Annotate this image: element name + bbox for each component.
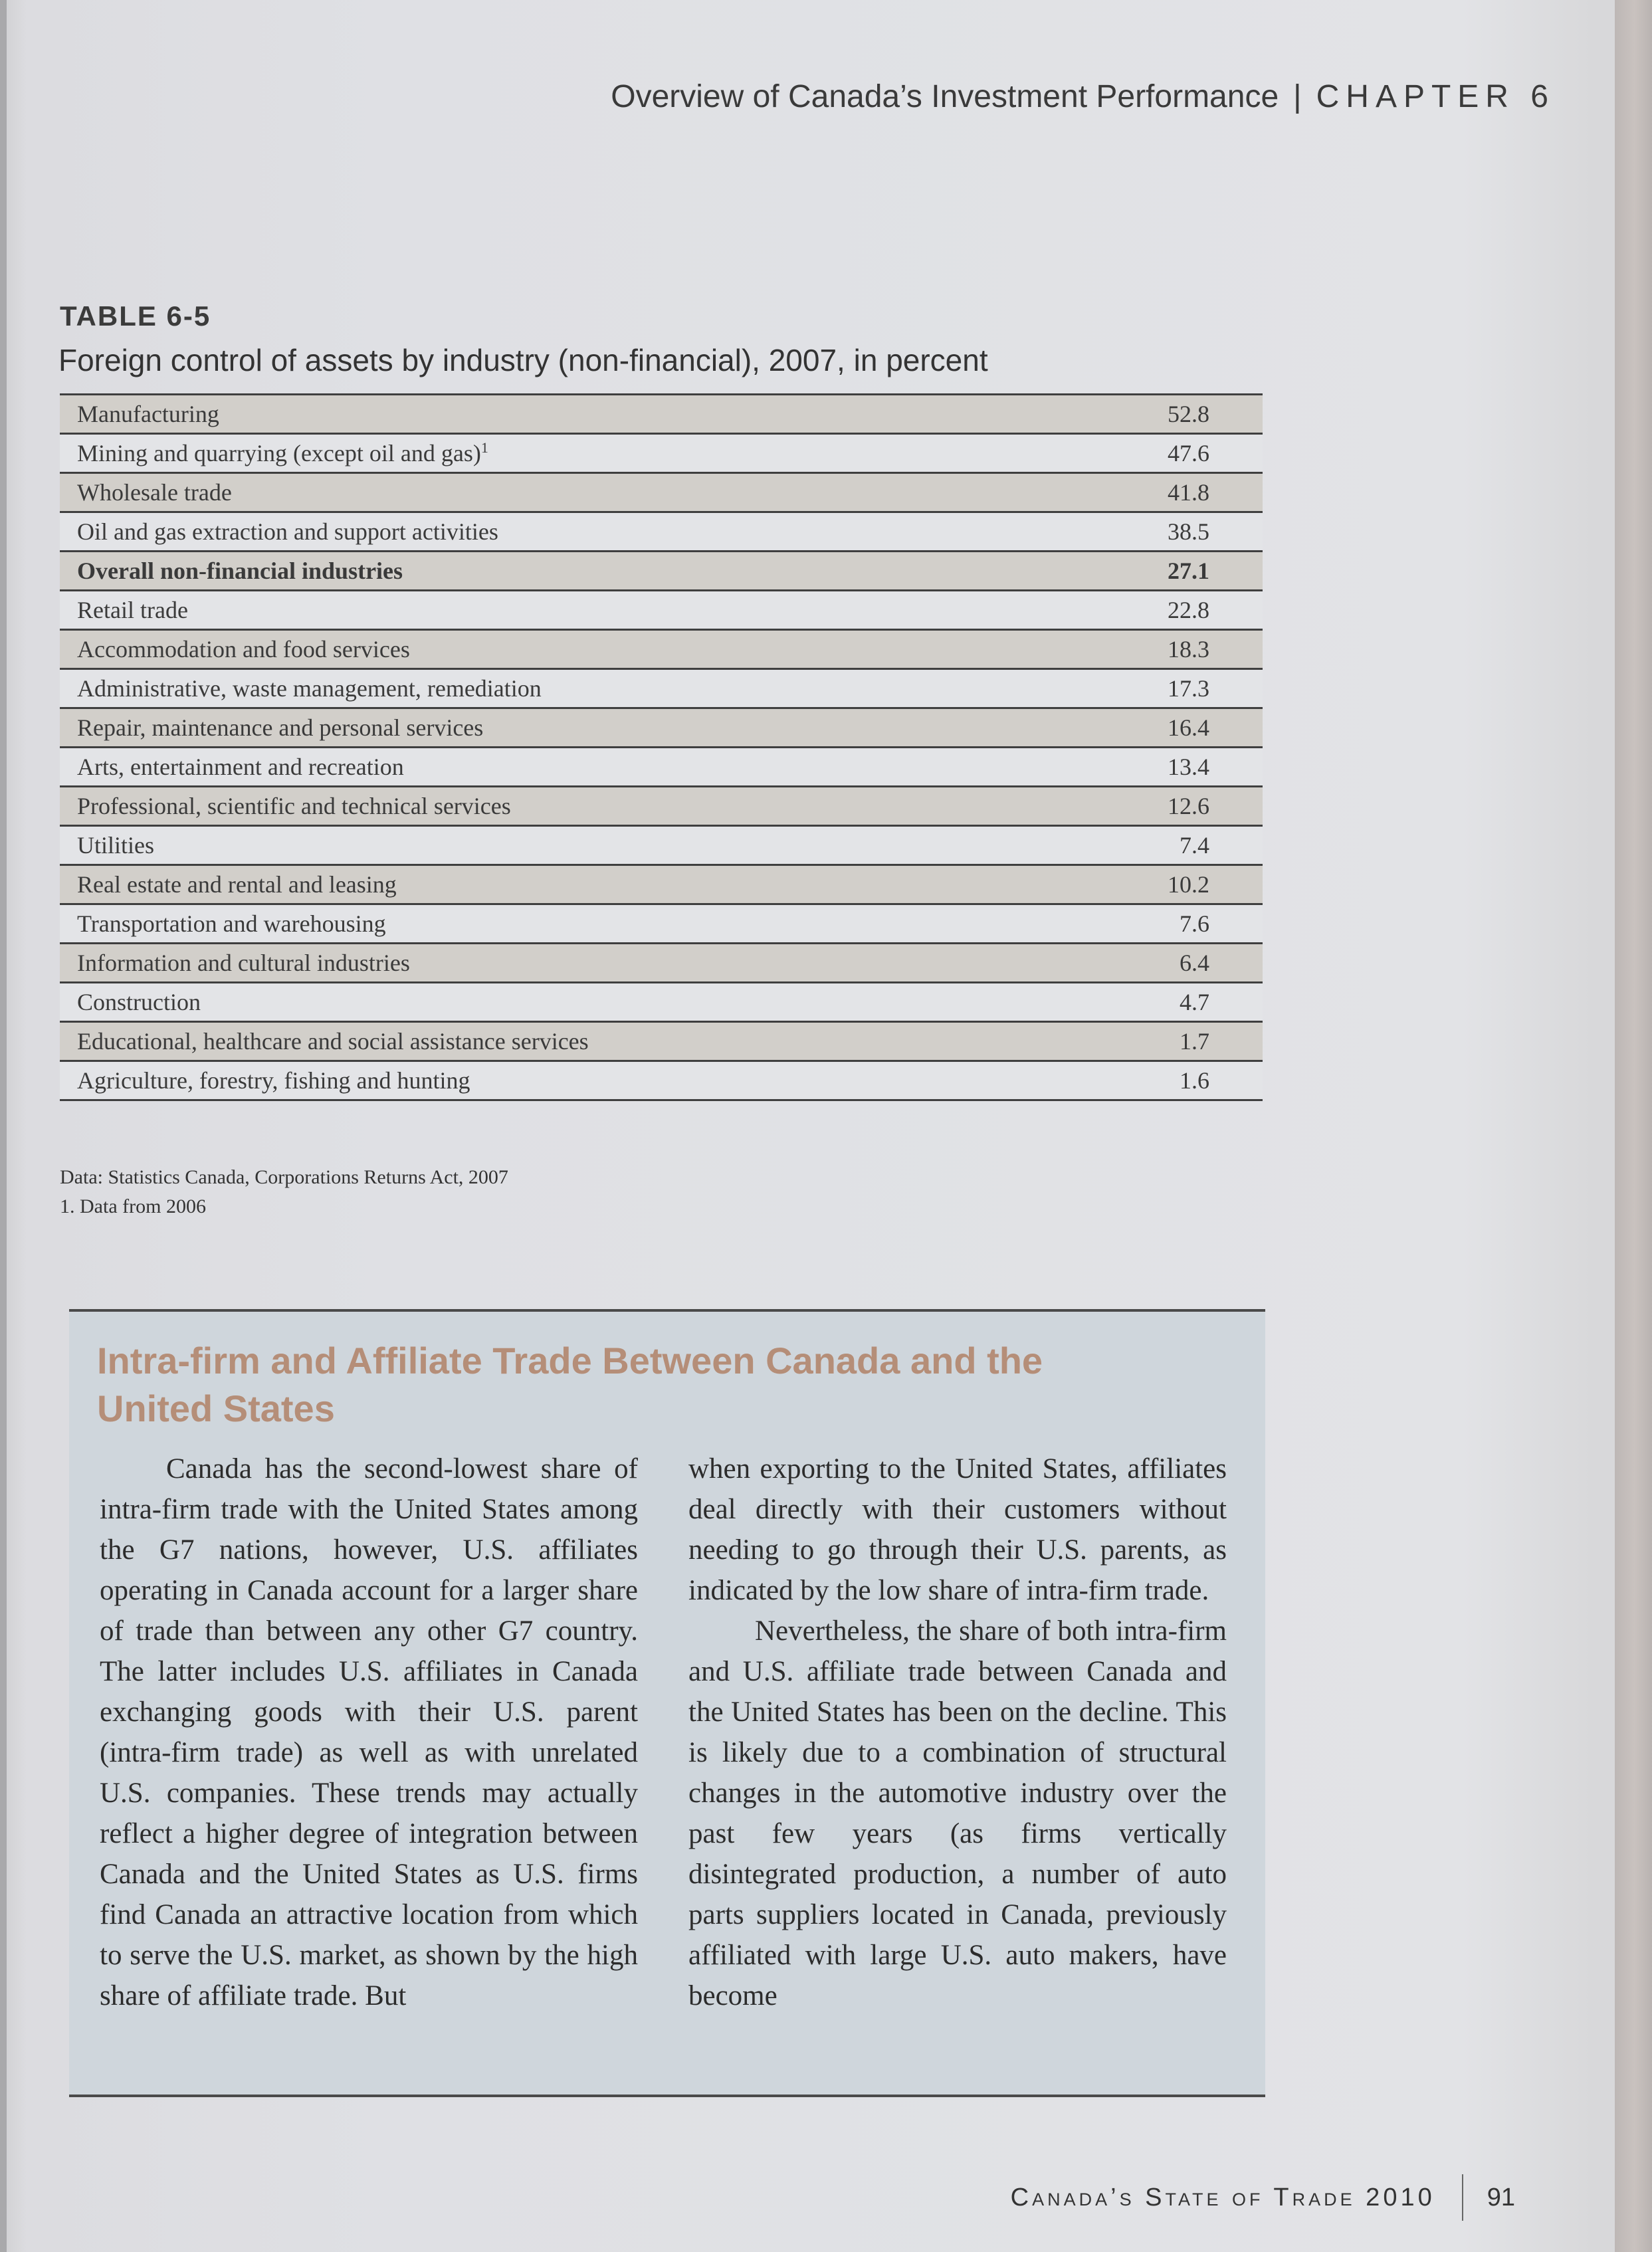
industry-name: Real estate and rental and leasing <box>77 871 397 898</box>
percent-value: 38.5 <box>1168 518 1209 545</box>
table-label: TABLE 6-5 <box>60 300 211 332</box>
industry-name: Retail trade <box>77 597 188 623</box>
percent-value: 27.1 <box>1168 558 1209 584</box>
industry-name: Overall non-financial industries <box>77 558 403 584</box>
book-title: Canada’s State of Trade 2010 <box>1010 2183 1435 2211</box>
percent-value: 18.3 <box>1168 636 1209 663</box>
percent-value: 1.6 <box>1180 1067 1209 1094</box>
box-title <box>97 1337 1094 1433</box>
table-row <box>60 513 1263 552</box>
table-row <box>60 866 1263 905</box>
box-column-right <box>688 1449 1227 2016</box>
industry-name: Oil and gas extraction and support activities <box>77 518 498 545</box>
percent-value: 16.4 <box>1168 714 1209 741</box>
table-row <box>60 944 1263 983</box>
table-row <box>60 474 1263 513</box>
percent-value: 4.7 <box>1180 989 1209 1015</box>
industry-name: Agriculture, forestry, fishing and hunting <box>77 1067 470 1094</box>
table-source: Data: Statistics Canada, Corporations Returns Act, 2007 <box>60 1166 508 1188</box>
page-edge-shadow <box>0 0 7 2252</box>
percent-value: 47.6 <box>1168 440 1209 466</box>
table-row <box>60 983 1263 1023</box>
sidebar-box <box>69 1309 1265 2097</box>
percent-value: 7.4 <box>1180 832 1209 859</box>
table-notes <box>60 1163 508 1221</box>
table-row <box>60 435 1263 474</box>
page-number: 91 <box>1487 2183 1515 2211</box>
chapter-label: CHAPTER 6 <box>1316 79 1555 114</box>
table-row <box>60 552 1263 591</box>
box-column-left <box>100 1449 638 2016</box>
paragraph: when exporting to the United States, affiliates deal directly with their customers without needing to go through their U.S. parents, as indicated by the low share of intra-firm trade. <box>688 1453 1227 1606</box>
industry-name: Transportation and warehousing <box>77 910 386 937</box>
box-title-line-2: United States <box>97 1387 335 1429</box>
industry-name: Professional, scientific and technical services <box>77 793 511 819</box>
table-row <box>60 1023 1263 1062</box>
industry-name: Manufacturing <box>77 401 219 427</box>
percent-value: 52.8 <box>1168 401 1209 427</box>
percent-value: 41.8 <box>1168 479 1209 506</box>
percent-value: 13.4 <box>1168 754 1209 780</box>
table-caption: Foreign control of assets by industry (non-financial), 2007, in percent <box>58 343 988 377</box>
industry-name: Arts, entertainment and recreation <box>77 754 404 780</box>
percent-value: 10.2 <box>1168 871 1209 898</box>
table-row <box>60 395 1263 435</box>
industry-cell <box>77 439 488 467</box>
table-row <box>60 591 1263 631</box>
page-footer <box>824 2174 1515 2221</box>
paragraph: Nevertheless, the share of both intra-firm and U.S. affiliate trade between Canada and the United States has been on the decline. This is likely due to a combination of structural changes in the automotive industry over the past few years (as firms vertically disintegrated production, a number of auto parts suppliers located in Canada, previously affiliated with large U.S. auto makers, have become <box>688 1615 1227 2011</box>
book-spine <box>1615 0 1652 2252</box>
percent-value: 17.3 <box>1168 675 1209 702</box>
industry-name: Information and cultural industries <box>77 950 410 976</box>
industry-name: Administrative, waste management, remediation <box>77 675 542 702</box>
percent-value: 22.8 <box>1168 597 1209 623</box>
table-footnote: 1. Data from 2006 <box>60 1195 206 1217</box>
industry-name: Mining and quarrying (except oil and gas) <box>77 440 481 466</box>
footer-divider <box>1462 2174 1463 2221</box>
industry-name: Accommodation and food services <box>77 636 410 663</box>
running-header <box>545 78 1555 115</box>
table-row <box>60 787 1263 827</box>
table-row <box>60 1062 1263 1101</box>
percent-value: 7.6 <box>1180 910 1209 937</box>
box-title-line-1: Intra-firm and Affiliate Trade Between Canada and the <box>97 1340 1043 1382</box>
industry-name: Wholesale trade <box>77 479 232 506</box>
industry-name: Construction <box>77 989 201 1015</box>
percent-value: 1.7 <box>1180 1028 1209 1055</box>
table-row <box>60 748 1263 787</box>
industry-name: Repair, maintenance and personal services <box>77 714 484 741</box>
table-row <box>60 827 1263 866</box>
table-row <box>60 905 1263 944</box>
percent-value: 6.4 <box>1180 950 1209 976</box>
table-row <box>60 631 1263 670</box>
footnote-marker: 1 <box>480 439 488 456</box>
industry-name: Educational, healthcare and social assistance services <box>77 1028 589 1055</box>
industry-name: Utilities <box>77 832 154 859</box>
percent-value: 12.6 <box>1168 793 1209 819</box>
paragraph: Canada has the second-lowest share of intra-firm trade with the United States among the G7 nations, however, U.S. affiliates operating in Canada account for a larger share of trade than between any other G7 country. The latter includes U.S. affiliates in Canada exchanging goods with their U.S. parent (intra-firm trade) as well as with unrelated U.S. companies. These trends may actually reflect a higher degree of integration between Canada and the United States as U.S. firms find Canada an attractive location from which to serve the U.S. market, as shown by the high share of affiliate trade. But <box>100 1453 638 2011</box>
table-row <box>60 709 1263 748</box>
header-title: Overview of Canada’s Investment Performance <box>611 79 1279 114</box>
table-row <box>60 670 1263 709</box>
data-table <box>60 393 1263 1101</box>
header-separator: | <box>1293 79 1302 114</box>
